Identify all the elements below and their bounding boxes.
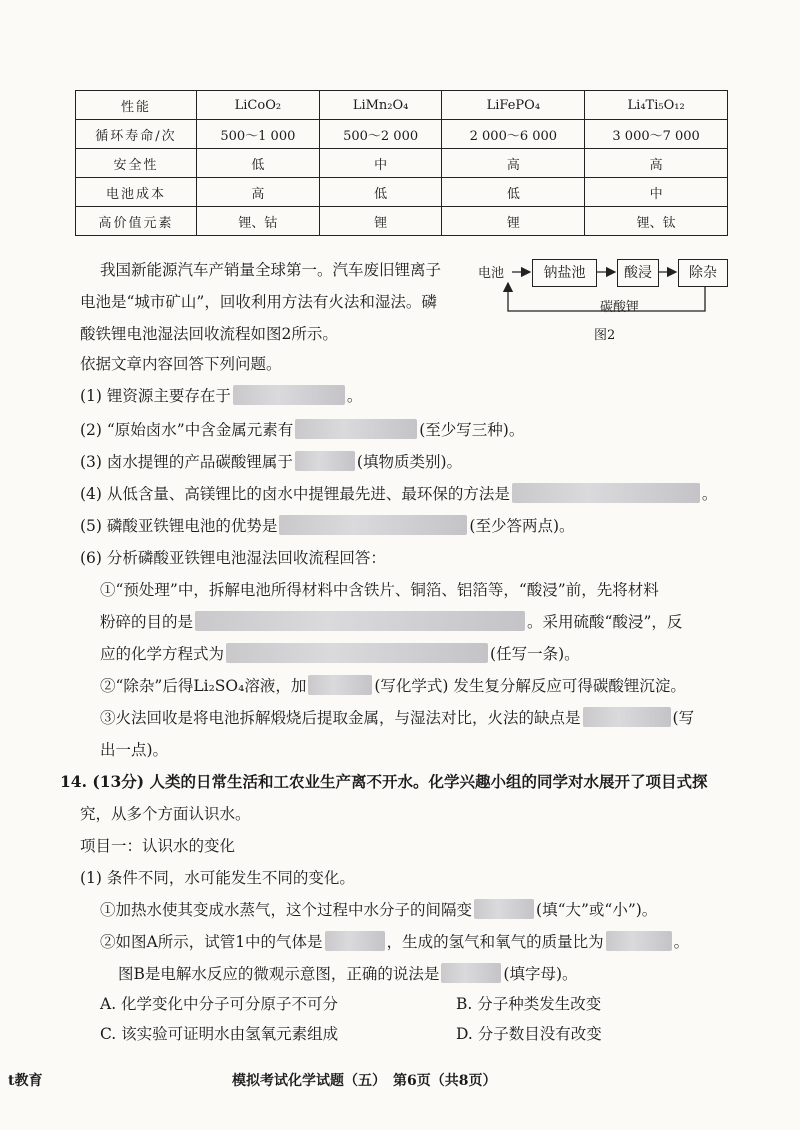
answer-blank[interactable] [226,643,488,663]
diagram-return-label: 碳酸锂 [600,300,640,315]
option-d[interactable]: D. 分子数目没有改变 [456,1025,602,1043]
diagram-battery-label: 电池 [478,266,505,281]
question-6-1-line-2 [100,610,682,632]
question-6-2 [100,674,686,696]
question-text: (5) 磷酸亚铁锂电池的优势是 [80,517,278,535]
question-6-1-line-1: ①“预处理”中，拆解电池所得材料中含铁片、铜箔、铝箔等，“酸浸”前，先将材料 [100,581,659,599]
question-14-1-2 [100,930,689,952]
footer-page-info: 模拟考试化学试题（五） 第6页（共8页） [232,1073,497,1089]
flow-arrows [0,0,800,400]
answer-blank[interactable] [325,931,385,951]
question-text: ③火法回收是将电池拆解煅烧后提取金属，与湿法对比，火法的缺点是 [100,709,581,727]
question-1 [80,384,362,406]
answer-blank[interactable] [474,899,534,919]
question-text: 图B是电解水反应的微观示意图，正确的说法是 [118,965,440,983]
question-4 [80,482,717,504]
table-cell: 低 [197,149,320,178]
answer-blank[interactable] [295,451,355,471]
question-6-1-line-3 [100,642,580,664]
option-a[interactable]: A. 化学变化中分子可分原子不可分 [100,995,339,1013]
question-text: (3) 卤水提锂的产品碳酸锂属于 [80,453,293,471]
table-cell: 低 [319,178,442,207]
answer-blank[interactable] [512,483,700,503]
diagram-box-purify: 除杂 [678,259,728,287]
question-text: (至少答两点)。 [469,517,575,535]
answer-blank[interactable] [233,385,345,405]
diagram-box-salt-pool: 钠盐池 [532,259,597,287]
question-text: 。采用硫酸“酸浸”，反 [527,613,683,631]
table-cell: 中 [585,178,728,207]
question-6: (6) 分析磷酸亚铁锂电池湿法回收流程回答： [80,549,386,567]
question-text: 。 [673,933,690,951]
table-cell: 循环寿命/次 [76,120,197,149]
question-text: (填物质类别)。 [356,453,462,471]
answer-blank[interactable] [441,963,501,983]
question-3 [80,450,462,472]
question-text: (写 [672,709,695,727]
answer-blank[interactable] [279,515,467,535]
footer-publisher: t教育 [8,1073,43,1089]
table-cell: 锂 [442,207,585,236]
question-text: 。 [701,485,718,503]
question-text: ，生成的氢气和氧气的质量比为 [386,933,604,951]
table-cell: 高 [585,149,728,178]
table-header-cell: 性能 [76,91,197,120]
table-cell: 电池成本 [76,178,197,207]
table-cell: 500～1 000 [197,120,320,149]
diagram-box-acid-leach: 酸浸 [617,259,659,287]
table-header-cell: Li₄Ti₅O₁₂ [585,91,728,120]
question-text: (至少写三种)。 [419,421,525,439]
table-header-cell: LiFePO₄ [442,91,585,120]
question-14-heading-line-2: 究，从多个方面认识水。 [80,805,251,823]
option-c[interactable]: C. 该实验可证明水由氢氧元素组成 [100,1025,339,1043]
question-text: 。 [346,387,363,405]
question-text: (任写一条)。 [490,645,580,663]
figure-caption: 图2 [594,328,616,343]
table-cell: 3 000～7 000 [585,120,728,149]
intro-line-1: 我国新能源汽车产销量全球第一。汽车废旧锂离子 [100,261,442,279]
question-text: (2) “原始卤水”中含金属元素有 [80,421,294,439]
question-text: 粉碎的目的是 [100,613,194,631]
question-2 [80,418,524,440]
intro-line-3: 酸铁锂电池湿法回收流程如图2所示。 [80,325,338,343]
question-6-3-line-1 [100,706,694,728]
project-title: 项目一：认识水的变化 [80,837,236,855]
questions-prompt: 依据文章内容回答下列问题。 [80,355,282,373]
question-text: (4) 从低含量、高镁锂比的卤水中提锂最先进、最环保的方法是 [80,485,510,503]
question-text: ②“除杂”后得Li₂SO₄溶液，加 [100,677,307,695]
question-14-1-1 [100,898,657,920]
table-cell: 高 [197,178,320,207]
question-14-1-3 [118,962,578,984]
table-cell: 安全性 [76,149,197,178]
table-cell: 高 [442,149,585,178]
table-cell: 低 [442,178,585,207]
answer-blank[interactable] [583,707,671,727]
question-6-3-line-2: 出一点)。 [100,741,169,759]
question-text: 应的化学方程式为 [100,645,225,663]
table-cell: 锂 [319,207,442,236]
table-cell: 锂、钴 [197,207,320,236]
question-14-1: (1) 条件不同，水可能发生不同的变化。 [80,869,355,887]
table-cell: 高价值元素 [76,207,197,236]
question-text: ①加热水使其变成水蒸气，这个过程中水分子的间隔变 [100,901,473,919]
question-5 [80,514,575,536]
question-text: (1) 锂资源主要存在于 [80,387,231,405]
question-text: (填字母)。 [503,965,578,983]
table-header-cell: LiMn₂O₄ [319,91,442,120]
table-cell: 中 [319,149,442,178]
table-cell: 锂、钛 [585,207,728,236]
answer-blank[interactable] [295,419,417,439]
table-cell: 2 000～6 000 [442,120,585,149]
question-14-heading: 14. (13分) 人类的日常生活和工农业生产离不开水。化学兴趣小组的同学对水展开了项目式探 [60,772,708,791]
option-b[interactable]: B. 分子种类发生改变 [456,995,602,1013]
question-text: (填“大”或“小”)。 [536,901,658,919]
question-text: (写化学式) 发生复分解反应可得碳酸锂沉淀。 [374,677,686,695]
answer-blank[interactable] [308,675,372,695]
answer-blank[interactable] [606,931,672,951]
table-cell: 500～2 000 [319,120,442,149]
table-header-cell: LiCoO₂ [197,91,320,120]
answer-blank[interactable] [195,611,525,631]
question-text: ②如图A所示，试管1中的气体是 [100,933,323,951]
intro-line-2: 电池是“城市矿山”，回收利用方法有火法和湿法。磷 [80,293,437,311]
